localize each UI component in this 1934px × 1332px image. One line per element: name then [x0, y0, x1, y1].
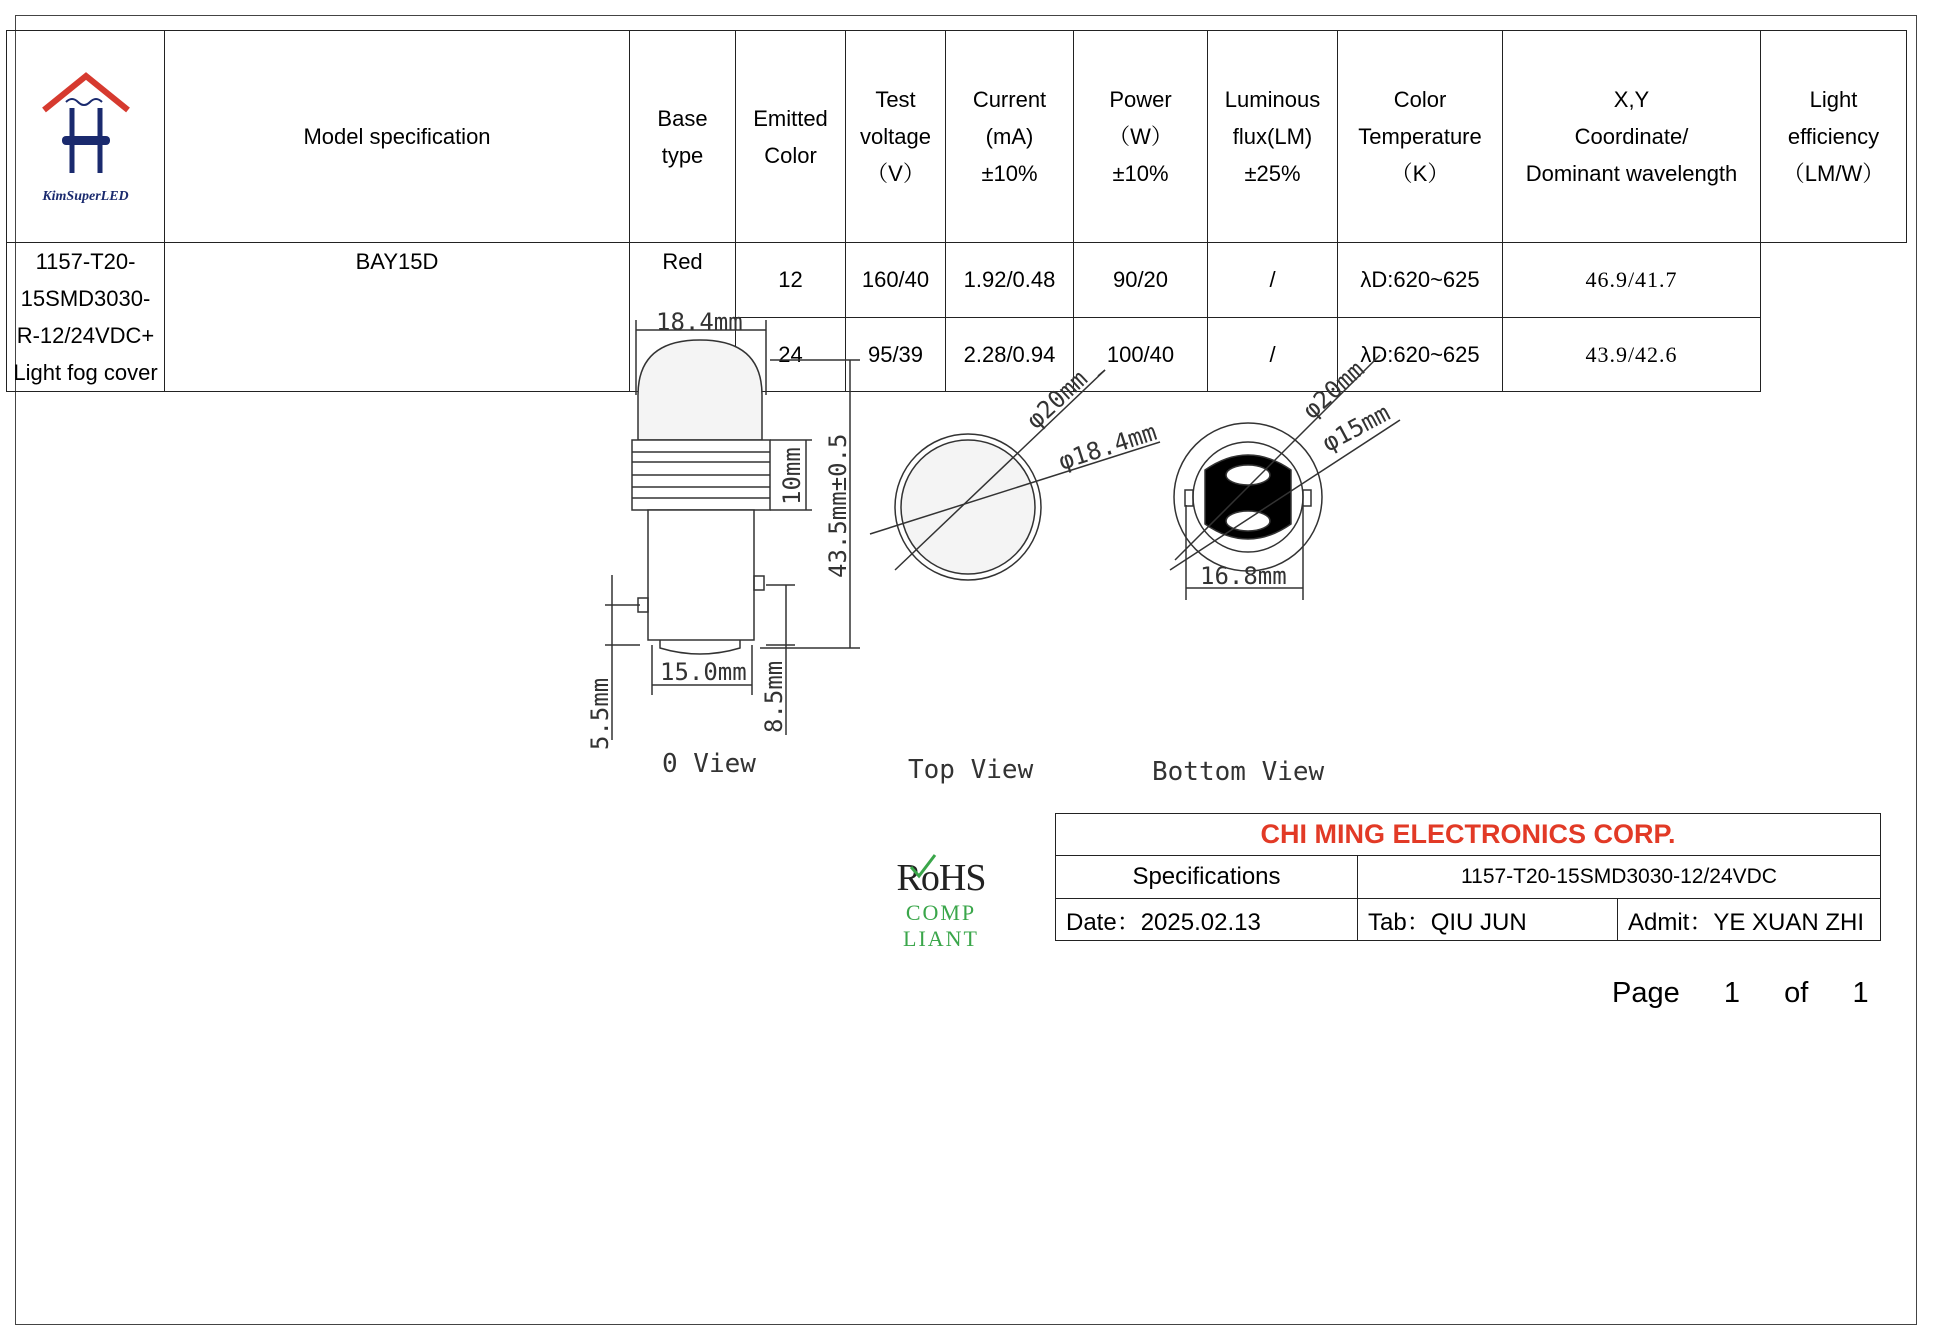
- dim-pin-high-label: 8.5mm: [760, 660, 788, 733]
- date-field: Date：2025.02.13: [1056, 898, 1358, 940]
- voltage-cell: 24: [736, 317, 846, 392]
- wavelength-cell: λD:620~625: [1338, 243, 1503, 318]
- dim-top-inner-label: φ18.4mm: [1055, 417, 1161, 476]
- dim-top-outer-label: φ20mm: [1020, 364, 1093, 435]
- dim-bottom-width-label: 16.8mm: [1200, 562, 1287, 590]
- header-color-temp: Color Temperature （K）: [1338, 31, 1503, 243]
- table-row: [7, 243, 1907, 318]
- company-name: CHI MING ELECTRONICS CORP.: [1056, 814, 1881, 856]
- dim-base-label: 15.0mm: [660, 658, 747, 686]
- rohs-compliant-text: COMP LIANT: [903, 900, 979, 951]
- header-power: Power （W） ±10%: [1074, 31, 1208, 243]
- view-top-label: Top View: [908, 755, 1034, 785]
- base-type-cell: BAY15D: [165, 243, 630, 392]
- spec-label: Specifications: [1056, 856, 1358, 898]
- header-flux: Luminous flux(LM) ±25%: [1208, 31, 1338, 243]
- dim-height-label: 43.5mm±0.5: [824, 433, 852, 578]
- header-base: Base type: [630, 31, 736, 243]
- dim-width-label: 18.4mm: [656, 308, 743, 336]
- view-front-label: 0 View: [662, 749, 756, 779]
- spec-value: 1157-T20-15SMD3030-12/24VDC: [1358, 856, 1881, 898]
- checkmark-icon: [908, 852, 938, 880]
- dim-lens-label: 10mm: [778, 447, 806, 505]
- dim-bottom-inner-label: φ15mm: [1317, 398, 1395, 458]
- header-model: Model specification: [165, 31, 630, 243]
- view-bottom-label: Bottom View: [1152, 757, 1325, 787]
- model-line1: 1157-T20-15SMD3030-R-12/24VDC+: [16, 249, 155, 348]
- model-cell: [7, 243, 165, 392]
- admit-field: Admit：YE XUAN ZHI: [1618, 898, 1881, 940]
- power-cell: 1.92/0.48: [946, 243, 1074, 318]
- current-cell: 95/39: [846, 317, 946, 392]
- color-temp-cell: /: [1208, 317, 1338, 392]
- efficiency-cell: 43.9/42.6: [1503, 317, 1761, 392]
- emitted-color-cell: Red: [630, 243, 736, 392]
- page-label: Page: [1612, 977, 1680, 1009]
- page-of: of: [1784, 977, 1809, 1009]
- header-color: Emitted Color: [736, 31, 846, 243]
- page-current: 1: [1723, 977, 1740, 1009]
- power-cell: 2.28/0.94: [946, 317, 1074, 392]
- spec-table: [6, 30, 1907, 392]
- header-efficiency: Light efficiency （LM/W）: [1761, 31, 1907, 243]
- efficiency-cell: 46.9/41.7: [1503, 243, 1761, 318]
- header-coordinate: X,Y Coordinate/ Dominant wavelength: [1503, 31, 1761, 243]
- rohs-mark: [866, 856, 1016, 952]
- model-line2: Light fog cover: [13, 360, 158, 385]
- rohs-text: RoHS: [896, 857, 986, 899]
- logo-brand: KimSuperLED: [42, 189, 129, 204]
- wavelength-cell: λD:620~625: [1338, 317, 1503, 392]
- dim-bottom-outer-label: φ20mm: [1297, 355, 1370, 425]
- flux-cell: 90/20: [1074, 243, 1208, 318]
- tab-field: Tab：QIU JUN: [1358, 898, 1618, 940]
- dim-pin-low-label: 5.5mm: [586, 677, 614, 750]
- current-cell: 160/40: [846, 243, 946, 318]
- voltage-cell: 12: [736, 243, 846, 318]
- page-number: [1612, 977, 1869, 1010]
- title-block: [1055, 813, 1881, 941]
- page-total: 1: [1852, 977, 1869, 1009]
- logo-house-icon: [36, 68, 136, 178]
- header-voltage: Test voltage （V）: [846, 31, 946, 243]
- header-current: Current (mA) ±10%: [946, 31, 1074, 243]
- logo: [7, 31, 165, 243]
- flux-cell: 100/40: [1074, 317, 1208, 392]
- color-temp-cell: /: [1208, 243, 1338, 318]
